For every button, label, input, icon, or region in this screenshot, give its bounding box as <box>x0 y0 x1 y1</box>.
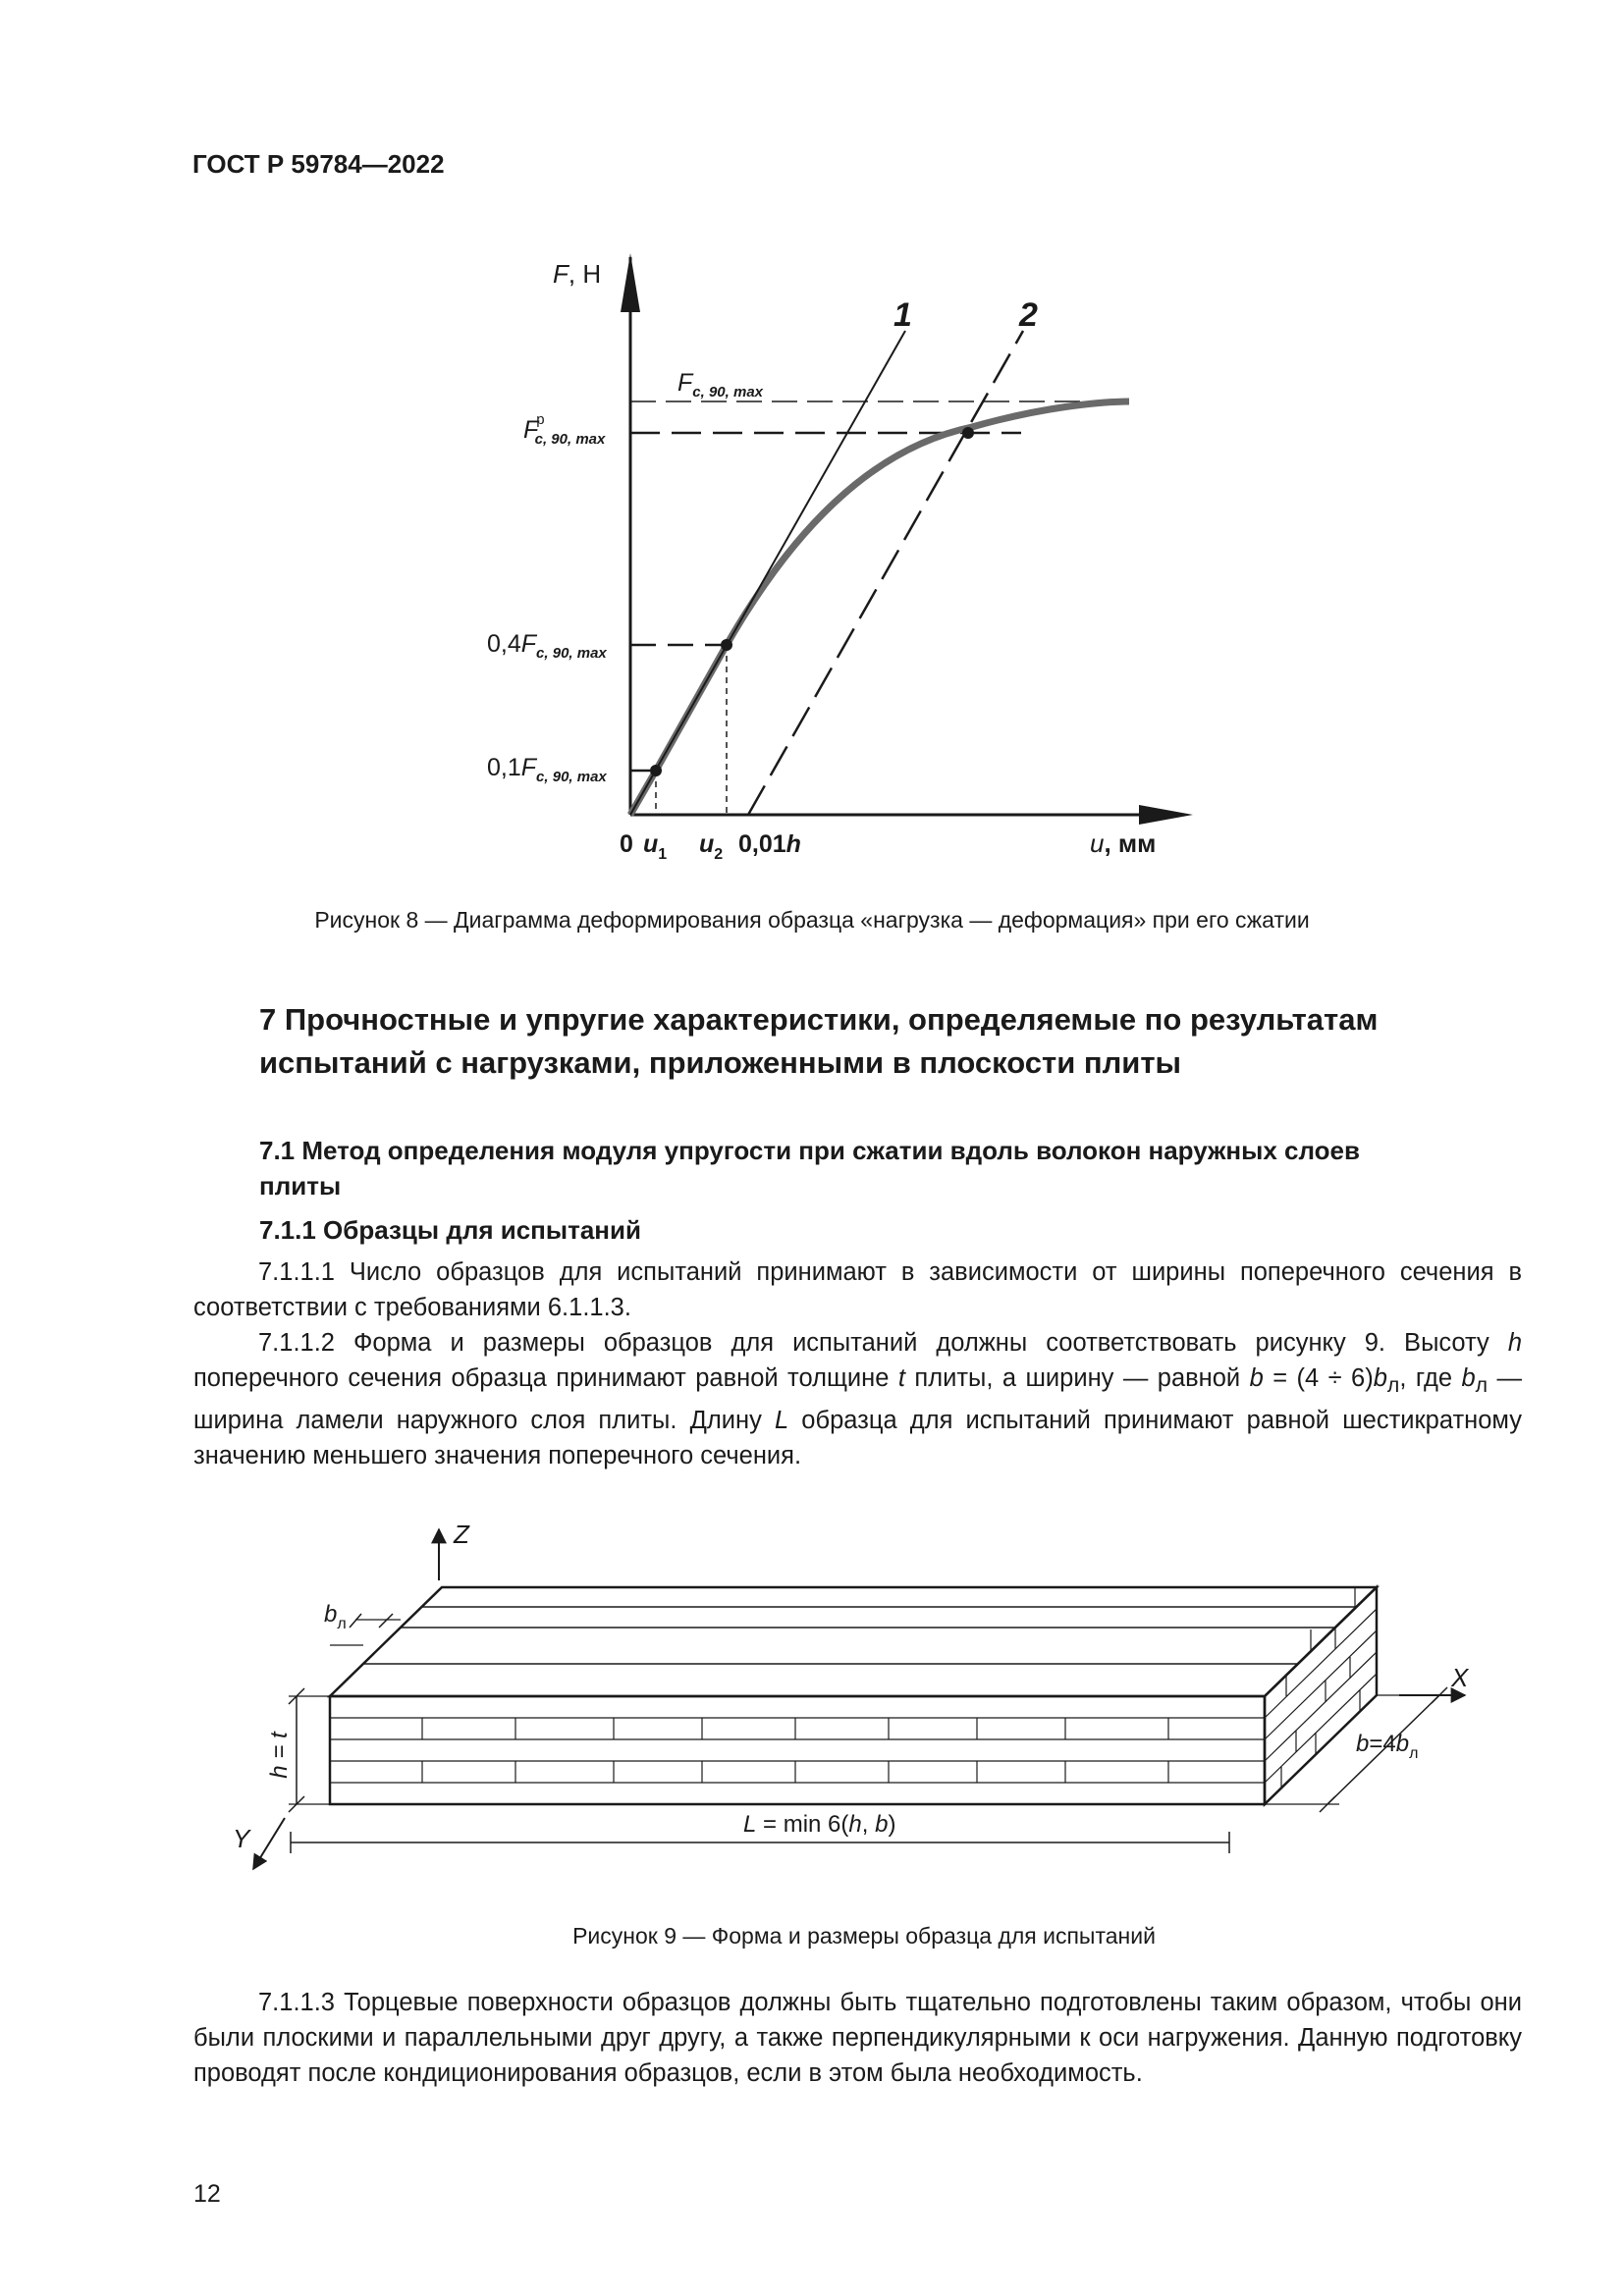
y-axis-arrow <box>621 253 640 312</box>
figure-8-diagram <box>487 253 1193 863</box>
subsection-7-1-1-title: 7.1.1 Образцы для испытаний <box>259 1215 641 1245</box>
line-2-label: 2 <box>1019 296 1038 334</box>
line-2 <box>748 331 1023 815</box>
y-axis-label-9: Y <box>233 1824 250 1853</box>
point-u1 <box>650 765 662 776</box>
subsection-7-1-line-2: плиты <box>259 1171 342 1201</box>
point-u2 <box>721 639 732 651</box>
load-deformation-curve <box>630 401 1129 815</box>
paragraph-7-1-1-3: 7.1.1.3 Торцевые поверхности образцов должны быть тщательно подготовлены таким образом, чтобы они были плоскими и параллельными друг другу, а также перпендикулярными к оси нагружения. Данную подготовку проводят после кондиционирования образцов, если в этом была необходимость. <box>193 1989 1522 2087</box>
bl-label: $b_л$ <box>324 1601 347 1632</box>
subsection-7-1-line-1: 7.1 Метод определения модуля упругости при сжатии вдоль волокон наружных слоев <box>259 1136 1360 1165</box>
x-tick-001h: 0,01h <box>738 830 801 858</box>
figure-9-caption: Рисунок 9 — Форма и размеры образца для испытаний <box>572 1923 1156 1949</box>
document-header: ГОСТ Р 59784—2022 <box>192 149 445 179</box>
y-tick-fpmax: Fр c, 90, max <box>523 411 606 448</box>
y-tick-fmax: $F_{c, 90, max}$ <box>677 369 763 400</box>
figure-8-caption: Рисунок 8 — Диаграмма деформирования образца «нагрузка — деформация» при его сжатии <box>314 907 1310 933</box>
front-face <box>330 1696 1265 1804</box>
line-1 <box>630 331 905 815</box>
x-tick-zero: 0 <box>620 830 633 858</box>
y-tick-f01: $0,1F_{c, 90, max}$ <box>487 754 607 785</box>
y-axis-label: F, Н <box>553 259 602 289</box>
x-axis-arrow <box>1139 805 1193 825</box>
b-eq-4bl-label: $b=4b_л$ <box>1356 1731 1419 1762</box>
x-tick-u1: $u_1$ <box>643 830 668 863</box>
paragraph-7-1-1-1: 7.1.1.1 Число образцов для испытаний принимают в зависимости от ширины поперечного сечения в соответствии с требованиями 6.1.1.3. <box>193 1258 1522 1321</box>
section-7-title-line-1: 7 Прочностные и упругие характеристики, определяемые по результатам <box>259 1002 1379 1037</box>
x-tick-u2: $u_2$ <box>699 830 724 863</box>
top-face <box>330 1587 1377 1696</box>
x-axis-label-9: X <box>1451 1663 1469 1692</box>
y-axis-9 <box>253 1818 285 1869</box>
paragraph-7-1-1-2: 7.1.1.2 Форма и размеры образцов для испытаний должны соответствовать рисунку 9. Высоту h поперечного сечения образца принимают равной толщине t плиты, а ширину — равной $b = (4 \div 6)b_л$, где $b_л$ — ширина ламели наружного слоя плиты. Длину L образца для испытаний принимают равной шестикратному значению меньшего значения поперечного сечения. <box>193 1329 1523 1470</box>
h-eq-t-label: h = t <box>266 1732 293 1779</box>
L-label: L = min 6(h, b) <box>743 1811 896 1838</box>
section-7-title <box>259 998 1536 1085</box>
y-tick-f04: $0,4F_{c, 90, max}$ <box>487 630 607 662</box>
x-axis-label: u, мм <box>1090 828 1157 858</box>
subsection-7-1-title <box>259 1133 1536 1203</box>
b-dim-line <box>1335 1755 1386 1804</box>
page-number: 12 <box>193 2180 221 2208</box>
section-7-title-line-2: испытаний с нагрузками, приложенными в плоскости плиты <box>259 1045 1182 1080</box>
point-fp <box>962 427 974 439</box>
line-1-label: 1 <box>893 296 912 334</box>
z-axis-label: Z <box>454 1520 469 1549</box>
